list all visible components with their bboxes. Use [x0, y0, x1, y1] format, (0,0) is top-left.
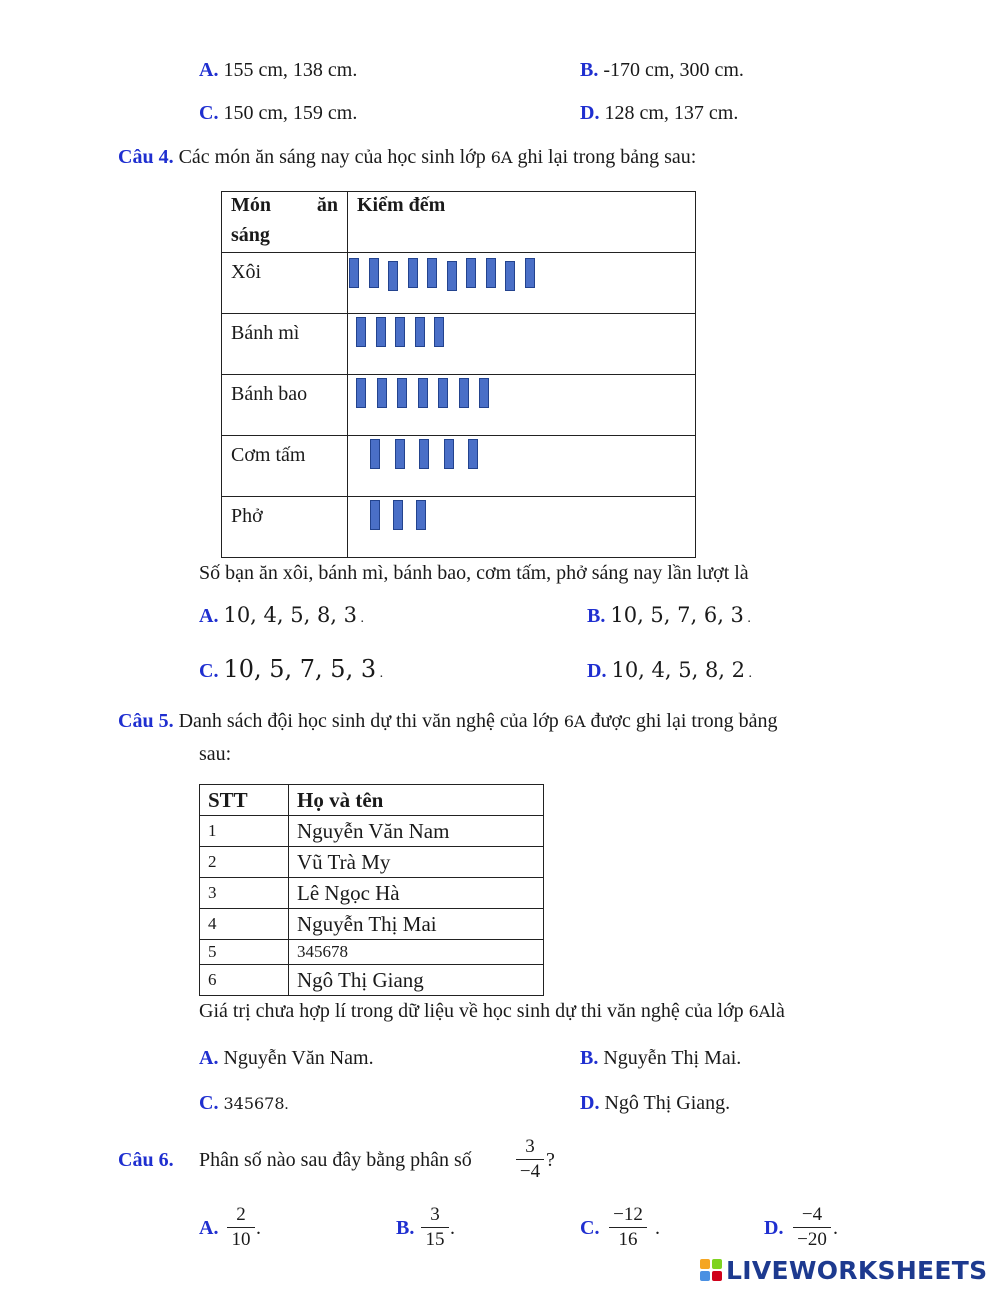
tally-marks: [348, 436, 696, 497]
q5-stem: [118, 710, 777, 733]
q3-option-b[interactable]: [580, 59, 744, 82]
q6-option-b-fraction[interactable]: [421, 1204, 449, 1251]
tally-mark: [525, 258, 535, 288]
option-label: D.: [580, 1092, 600, 1114]
food-header-cell: [222, 192, 348, 253]
option-dot: .: [747, 611, 751, 626]
stt-cell: 6: [200, 965, 289, 996]
tally-mark: [376, 317, 386, 347]
tally-mark: [459, 378, 469, 408]
table-row: [200, 847, 544, 878]
tally-header-cell: [348, 192, 696, 253]
q4-stem: [118, 146, 696, 169]
question-text: Các món ăn sáng nay của học sinh lớp: [178, 146, 486, 168]
q3-option-a[interactable]: [199, 59, 357, 82]
q6-option-a-fraction[interactable]: [227, 1204, 255, 1251]
q4-prompt: Số bạn ăn xôi, bánh mì, bánh bao, cơm tấm, phở sáng nay lần lượt là: [199, 562, 749, 584]
option-label: C.: [199, 660, 219, 682]
tally-mark: [418, 378, 428, 408]
option-dot: .: [256, 1217, 261, 1239]
option-label: D.: [580, 102, 600, 124]
q3-option-d[interactable]: [580, 102, 738, 125]
q4-option-c[interactable]: [199, 655, 383, 683]
tally-mark: [415, 317, 425, 347]
prompt-text: Giá trị chưa hợp lí trong dữ liệu về học sinh dự thi văn nghệ của lớp: [199, 1000, 744, 1022]
option-label: A.: [199, 605, 219, 627]
option-dot: .: [379, 666, 384, 681]
option-dot: .: [450, 1217, 455, 1239]
tally-mark: [438, 378, 448, 408]
tally-mark: [479, 378, 489, 408]
question-text: Danh sách đội học sinh dự thi văn nghệ của lớp: [178, 710, 559, 732]
tally-mark: [416, 500, 426, 530]
q5-option-d[interactable]: [580, 1092, 730, 1115]
tally-marks: [348, 253, 696, 314]
q6-stem: Phân số nào sau đây bằng phân số: [199, 1149, 472, 1171]
tally-row: [222, 314, 696, 375]
fraction-denominator: 16: [618, 1229, 638, 1250]
tally-mark: [486, 258, 496, 288]
tally-header-row: [222, 192, 696, 253]
logo-square: [712, 1259, 722, 1269]
food-header-word2: ăn: [316, 194, 338, 216]
option-label: C.: [199, 1092, 219, 1114]
option-text: Nguyễn Thị Mai.: [603, 1047, 742, 1069]
tally-mark: [505, 261, 515, 291]
option-label: C.: [199, 102, 219, 124]
option-text: 10, 4, 5, 8, 2: [611, 658, 746, 682]
food-name: Xôi: [231, 261, 261, 283]
tally-mark: [395, 439, 405, 469]
names-header-row: [200, 785, 544, 816]
names-table: [199, 784, 544, 996]
q5-option-b[interactable]: [580, 1047, 741, 1070]
option-text: 150 cm, 159 cm.: [223, 102, 358, 124]
q6-option-c-label[interactable]: C.: [580, 1217, 600, 1239]
tally-mark: [370, 500, 380, 530]
tally-mark: [419, 439, 429, 469]
tally-table: [221, 191, 696, 558]
tally-mark: [356, 317, 366, 347]
name-header: Họ và tên: [289, 785, 544, 816]
class-name: 6A: [490, 148, 513, 167]
stt-cell: 3: [200, 878, 289, 909]
tally-mark: [388, 261, 398, 291]
question-label: Câu 6.: [118, 1149, 174, 1171]
option-label: B.: [580, 1047, 599, 1069]
prompt-class: 6A: [748, 1002, 771, 1021]
tally-mark: [427, 258, 437, 288]
q5-stem-line2: sau:: [199, 743, 232, 765]
tally-row: [222, 497, 696, 558]
class-name: 6A: [563, 712, 586, 731]
name-cell: Nguyễn Thị Mai: [289, 909, 544, 940]
stt-cell: 5: [200, 940, 289, 965]
option-dot: .: [833, 1217, 838, 1239]
q6-fraction: [516, 1136, 544, 1183]
fraction-numerator: −4: [801, 1204, 823, 1225]
fraction-denominator: 15: [425, 1229, 445, 1250]
q6-option-d-fraction[interactable]: [793, 1204, 831, 1251]
tally-mark: [447, 261, 457, 291]
stt-cell: 4: [200, 909, 289, 940]
fraction-numerator: −12: [613, 1204, 643, 1225]
name-cell: Lê Ngọc Hà: [289, 878, 544, 909]
fraction-numerator: 3: [430, 1204, 440, 1225]
name-cell: 345678: [289, 940, 544, 965]
option-dot: .: [284, 1096, 289, 1113]
stt-cell: 2: [200, 847, 289, 878]
tally-mark: [466, 258, 476, 288]
table-row: [200, 965, 544, 996]
logo-square: [700, 1259, 710, 1269]
food-header-word1: Món: [231, 194, 271, 216]
option-label: B.: [587, 605, 606, 627]
tally-row: [222, 436, 696, 497]
q5-option-c[interactable]: [199, 1092, 289, 1115]
name-cell: Nguyễn Văn Nam: [289, 816, 544, 847]
tally-marks: [348, 497, 696, 558]
q6-option-c-fraction[interactable]: [609, 1204, 647, 1251]
logo-square: [700, 1271, 710, 1281]
table-row: [200, 940, 544, 965]
q6-option-a-label[interactable]: A.: [199, 1217, 219, 1239]
fraction-denominator: −4: [519, 1161, 541, 1182]
food-name: Bánh bao: [231, 383, 308, 405]
option-dot: .: [748, 666, 753, 681]
fraction-numerator: 3: [525, 1136, 535, 1157]
option-text: 155 cm, 138 cm.: [223, 59, 358, 81]
fraction-denominator: −20: [797, 1229, 827, 1250]
food-header-word3: sáng: [231, 224, 270, 246]
tally-mark: [393, 500, 403, 530]
tally-mark: [356, 378, 366, 408]
question-label: Câu 4.: [118, 146, 174, 168]
fraction-numerator: 2: [236, 1204, 246, 1225]
q6-option-b-label[interactable]: B.: [396, 1217, 415, 1239]
option-label: B.: [580, 59, 599, 81]
q4-option-a[interactable]: [199, 603, 364, 628]
option-text: 345678: [223, 1094, 285, 1113]
tally-header: Kiểm đếm: [357, 194, 446, 216]
option-dot: .: [360, 611, 365, 626]
option-text: Ngô Thị Giang.: [604, 1092, 731, 1114]
option-dot: .: [655, 1217, 660, 1239]
question-text-after: ghi lại trong bảng sau:: [517, 146, 697, 168]
food-name: Cơm tấm: [231, 444, 306, 466]
option-text: -170 cm, 300 cm.: [603, 59, 744, 81]
question-text-after: được ghi lại trong bảng: [590, 710, 778, 732]
food-name: Bánh mì: [231, 322, 300, 344]
q5-prompt: [199, 1000, 785, 1023]
name-cell: Vũ Trà My: [289, 847, 544, 878]
option-label: A.: [199, 59, 219, 81]
option-text: 128 cm, 137 cm.: [604, 102, 739, 124]
logo-square: [712, 1271, 722, 1281]
fraction-denominator: 10: [231, 1229, 251, 1250]
q4-option-b[interactable]: [587, 603, 751, 628]
option-label: D.: [587, 660, 607, 682]
tally-mark: [468, 439, 478, 469]
q6-option-d-label[interactable]: D.: [764, 1217, 784, 1239]
table-row: [200, 909, 544, 940]
liveworksheets-logo: [700, 1254, 987, 1286]
tally-row: [222, 375, 696, 436]
name-cell: Ngô Thị Giang: [289, 965, 544, 996]
tally-mark: [408, 258, 418, 288]
tally-marks: [348, 375, 696, 436]
stt-cell: 1: [200, 816, 289, 847]
tally-mark: [397, 378, 407, 408]
food-name: Phở: [231, 505, 263, 527]
tally-mark: [370, 439, 380, 469]
tally-mark: [369, 258, 379, 288]
q6-qmark: ?: [546, 1149, 555, 1171]
option-text: 10, 5, 7, 5, 3: [223, 655, 377, 683]
logo-text: LIVEWORKSHEETS: [726, 1255, 988, 1285]
tally-mark: [349, 258, 359, 288]
prompt-after: là: [770, 1000, 785, 1022]
q3-option-c[interactable]: [199, 102, 357, 125]
table-row: [200, 878, 544, 909]
option-label: A.: [199, 1047, 219, 1069]
logo-grid-icon: [700, 1259, 722, 1281]
option-text: 10, 5, 7, 6, 3: [610, 603, 744, 627]
tally-mark: [395, 317, 405, 347]
tally-mark: [434, 317, 444, 347]
tally-mark: [377, 378, 387, 408]
tally-marks: [348, 314, 696, 375]
table-row: [200, 816, 544, 847]
tally-row: [222, 253, 696, 314]
q6-label: [118, 1149, 174, 1172]
option-text: 10, 4, 5, 8, 3: [223, 603, 358, 627]
option-text: Nguyễn Văn Nam.: [223, 1047, 374, 1069]
q4-option-d[interactable]: [587, 658, 752, 683]
question-label: Câu 5.: [118, 710, 174, 732]
tally-mark: [444, 439, 454, 469]
stt-header: STT: [200, 785, 289, 816]
q5-option-a[interactable]: [199, 1047, 374, 1070]
